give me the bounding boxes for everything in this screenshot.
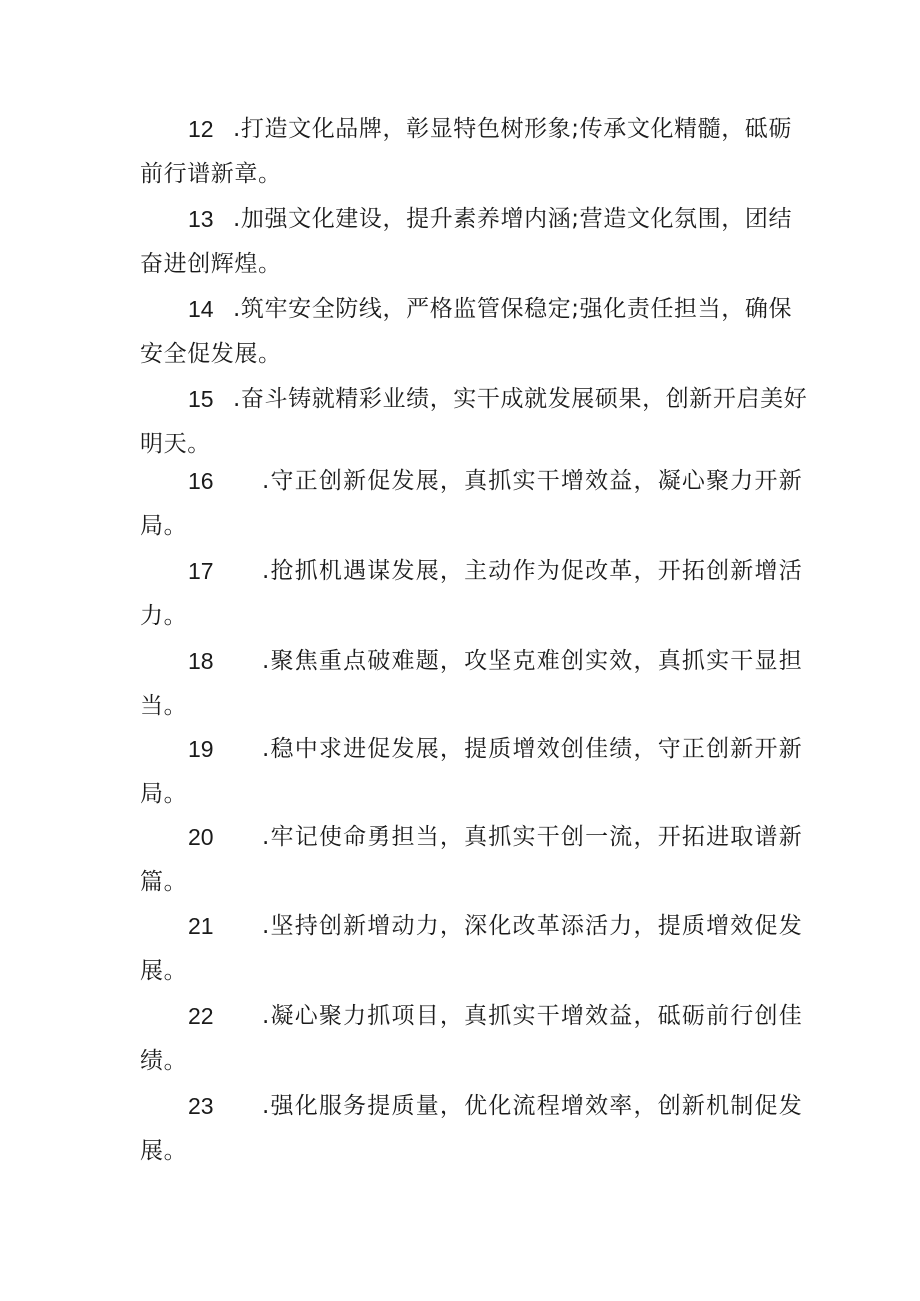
item-first-line: [140, 549, 803, 594]
item-text-continued: 绩。: [140, 1048, 188, 1074]
item-second-line: [140, 1129, 790, 1174]
item-first-line: [140, 197, 793, 242]
item-second-line: [140, 949, 790, 994]
item-text: .守正创新促发展，真抓实干增效益，凝心聚力开新: [262, 468, 803, 494]
item-second-line: [140, 504, 790, 549]
item-text: .筑牢安全防线，严格监管保稳定;强化责任担当，确保: [233, 296, 793, 322]
list-item: [140, 994, 803, 1084]
item-text-continued: 奋进创辉煌。: [140, 251, 282, 277]
item-second-line: [140, 772, 790, 817]
item-first-line: [140, 815, 803, 860]
item-text-continued: 局。: [140, 781, 188, 807]
item-first-line: [140, 639, 803, 684]
list-item: [140, 549, 803, 639]
list-item: [140, 639, 803, 729]
item-first-line: [140, 727, 803, 772]
item-text-continued: 力。: [140, 603, 188, 629]
item-text: .抢抓机遇谋发展，主动作为促改革，开拓创新增活: [262, 558, 803, 584]
item-number: 22: [188, 1003, 214, 1029]
item-second-line: [140, 152, 790, 197]
item-text: .加强文化建设，提升素养增内涵;营造文化氛围，团结: [233, 206, 793, 232]
list-item: [140, 107, 793, 197]
item-number: 13: [188, 206, 214, 232]
list-item: [140, 1084, 803, 1174]
list-item: [140, 815, 803, 905]
item-number: 18: [188, 648, 214, 674]
item-number: 16: [188, 468, 214, 494]
item-first-line: [140, 994, 803, 1039]
item-number: 15: [188, 386, 214, 412]
list-item: [140, 287, 793, 377]
item-text-continued: 展。: [140, 958, 188, 984]
item-second-line: [140, 1039, 790, 1084]
item-first-line: [140, 1084, 803, 1129]
item-text: .打造文化品牌，彰显特色树形象;传承文化精髓，砥砺: [233, 116, 793, 142]
item-first-line: [140, 377, 808, 422]
list-item: [140, 459, 803, 549]
item-text-continued: 展。: [140, 1138, 188, 1164]
item-first-line: [140, 459, 803, 504]
list-item: [140, 377, 808, 467]
item-number: 21: [188, 913, 214, 939]
item-second-line: [140, 332, 790, 377]
item-text-continued: 当。: [140, 693, 188, 719]
item-text: .强化服务提质量，优化流程增效率，创新机制促发: [262, 1093, 803, 1119]
item-number: 20: [188, 824, 214, 850]
item-number: 12: [188, 116, 214, 142]
item-number: 14: [188, 296, 214, 322]
item-first-line: [140, 287, 793, 332]
item-text: .奋斗铸就精彩业绩，实干成就发展硕果，创新开启美好: [233, 386, 808, 412]
item-second-line: [140, 242, 790, 287]
item-first-line: [140, 904, 803, 949]
item-text-continued: 篇。: [140, 869, 188, 895]
item-text-continued: 局。: [140, 513, 188, 539]
item-number: 23: [188, 1093, 214, 1119]
item-text: .凝心聚力抓项目，真抓实干增效益，砥砺前行创佳: [262, 1003, 803, 1029]
item-second-line: [140, 684, 790, 729]
item-text: .牢记使命勇担当，真抓实干创一流，开拓进取谱新: [262, 824, 803, 850]
list-item: [140, 727, 803, 817]
item-second-line: [140, 594, 790, 639]
item-text: .稳中求进促发展，提质增效创佳绩，守正创新开新: [262, 736, 803, 762]
item-text-continued: 明天。: [140, 431, 211, 457]
list-item: [140, 904, 803, 994]
item-number: 19: [188, 736, 214, 762]
item-text-continued: 前行谱新章。: [140, 161, 282, 187]
item-first-line: [140, 107, 793, 152]
item-text: .聚焦重点破难题，攻坚克难创实效，真抓实干显担: [262, 648, 803, 674]
item-number: 17: [188, 558, 214, 584]
item-second-line: [140, 860, 790, 905]
list-item: [140, 197, 793, 287]
item-text: .坚持创新增动力，深化改革添活力，提质增效促发: [262, 913, 803, 939]
item-text-continued: 安全促发展。: [140, 341, 282, 367]
